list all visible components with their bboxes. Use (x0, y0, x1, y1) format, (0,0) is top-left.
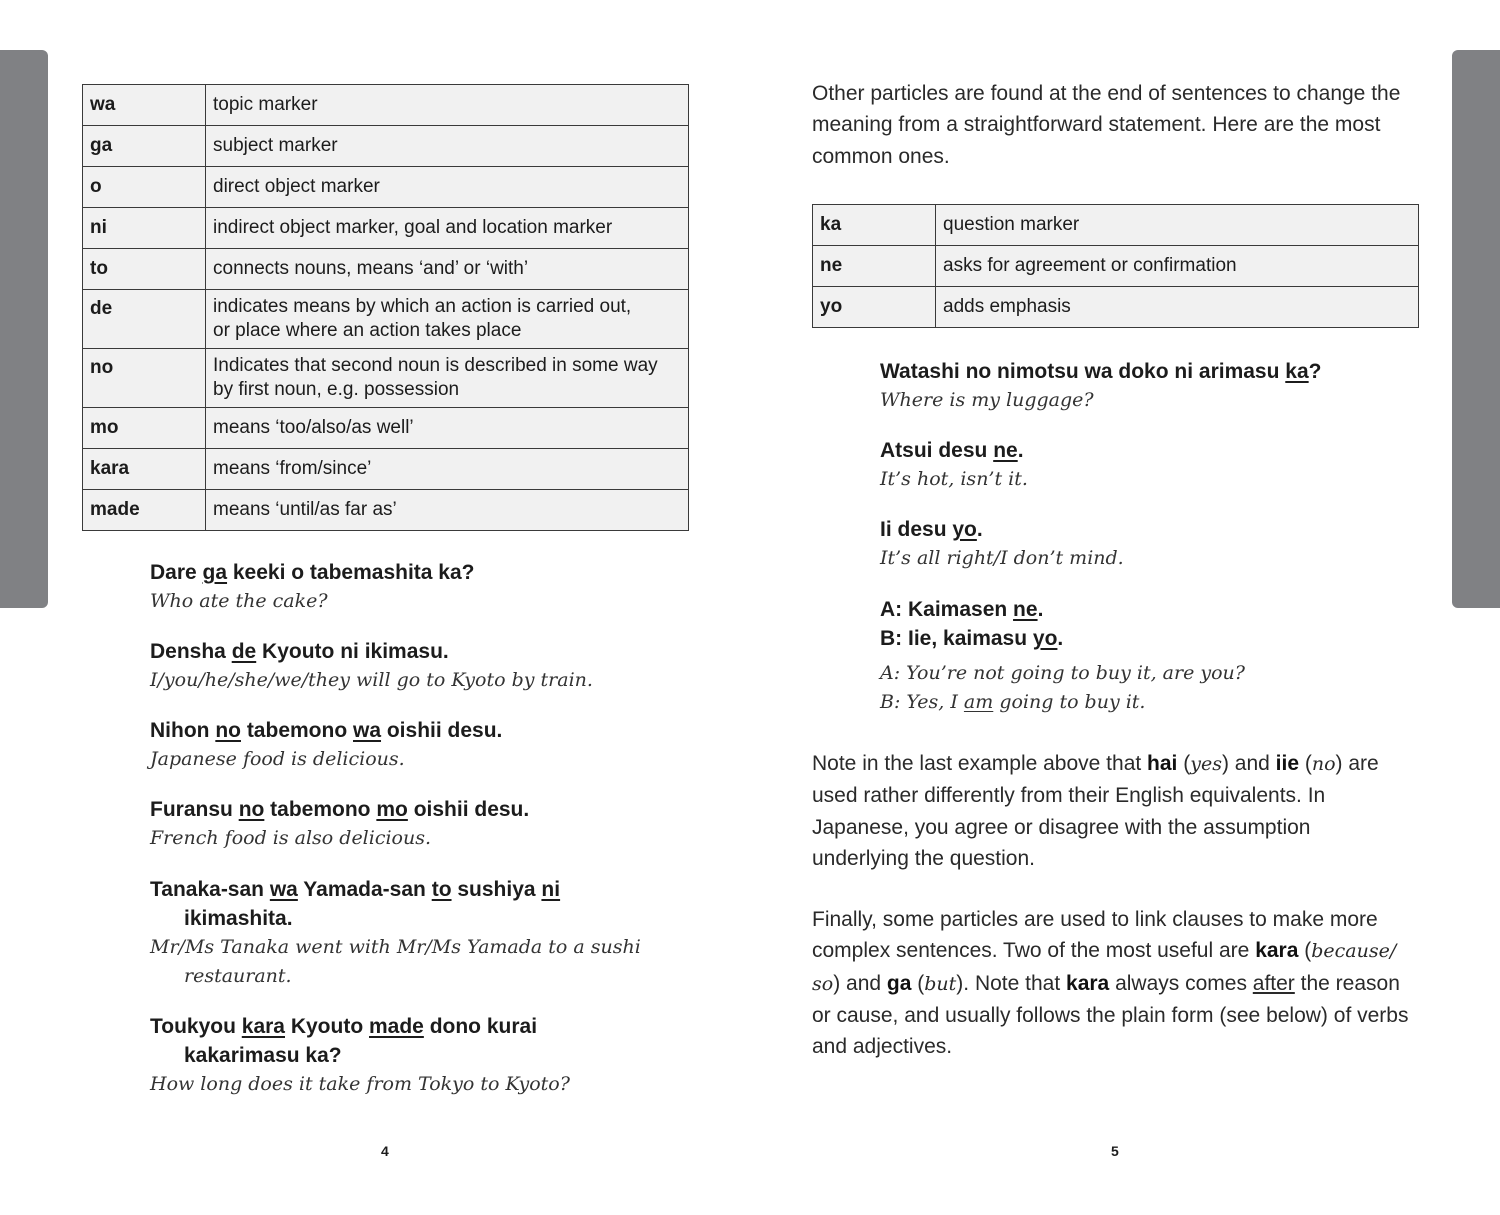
note-paragraph: Note in the last example above that hai (yes) and iie (no) are used rather differently from their English equivalents. In Japanese, you agree or disagree with the assumption underlying the question. (812, 752, 1379, 870)
example-2: Densha de Kyouto ni ikimasu. I/you/he/she/we/they will go to Kyoto by train. (150, 640, 593, 691)
table-row: ga subject marker (83, 126, 689, 167)
table-row: no Indicates that second noun is described in some way by first noun, e.g. possession (83, 349, 689, 408)
example-6: Toukyou kara Kyouto made dono kurai kakarimasu ka? How long does it take from Tokyo to Kyoto? (150, 1015, 570, 1095)
example-yo: Ii desu yo. It’s all right/I don’t mind. (880, 518, 1124, 569)
particles-table (82, 84, 689, 531)
intro-paragraph: Other particles are found at the end of sentences to change the meaning from a straightforward statement. Here are the most common ones. (812, 82, 1401, 168)
table-row: mo means ‘too/also/as well’ (83, 408, 689, 449)
example-ka: Watashi no nimotsu wa doko ni arimasu ka? Where is my luggage? (880, 360, 1322, 411)
table-row: ne asks for agreement or confirmation (813, 246, 1419, 287)
example-5: Tanaka-san wa Yamada-san to sushiya ni ikimashita. Mr/Ms Tanaka went with Mr/Ms Yamada to a sushi restaurant. (150, 878, 641, 987)
example-ne: Atsui desu ne. It’s hot, isn’t it. (880, 439, 1028, 490)
left-thumb-tab (0, 50, 48, 608)
example-4: Furansu no tabemono mo oishii desu. French food is also delicious. (150, 798, 530, 849)
final-paragraph: Finally, some particles are used to link clauses to make more complex sentences. Two of the most useful are kara (because/ so) and ga (but). Note that kara always comes after the reason or cause, and usually follows the plain form (see below) of verbs and adjectives. (812, 908, 1409, 1059)
page-number-left: 4 (381, 1143, 389, 1159)
table-row: wa topic marker (83, 85, 689, 126)
table-row: kara means ‘from/since’ (83, 449, 689, 490)
sentence-end-particles-table (812, 204, 1419, 328)
example-3: Nihon no tabemono wa oishii desu. Japanese food is delicious. (150, 719, 503, 770)
table-row: de indicates means by which an action is carried out, or place where an action takes place (83, 290, 689, 349)
table-row: made means ‘until/as far as’ (83, 490, 689, 531)
example-dialogue: A: Kaimasen ne. B: Iie, kaimasu yo. A: You’re not going to buy it, are you? B: Yes, I am going to buy it. (880, 598, 1245, 713)
table-row: to connects nouns, means ‘and’ or ‘with’ (83, 249, 689, 290)
example-1: Dare ga keeki o tabemashita ka? Who ate the cake? (150, 561, 475, 612)
table-row: ka question marker (813, 205, 1419, 246)
table-row: ni indirect object marker, goal and location marker (83, 208, 689, 249)
right-thumb-tab (1452, 50, 1500, 608)
table-row: o direct object marker (83, 167, 689, 208)
page-number-right: 5 (1111, 1143, 1119, 1159)
table-row: yo adds emphasis (813, 287, 1419, 328)
